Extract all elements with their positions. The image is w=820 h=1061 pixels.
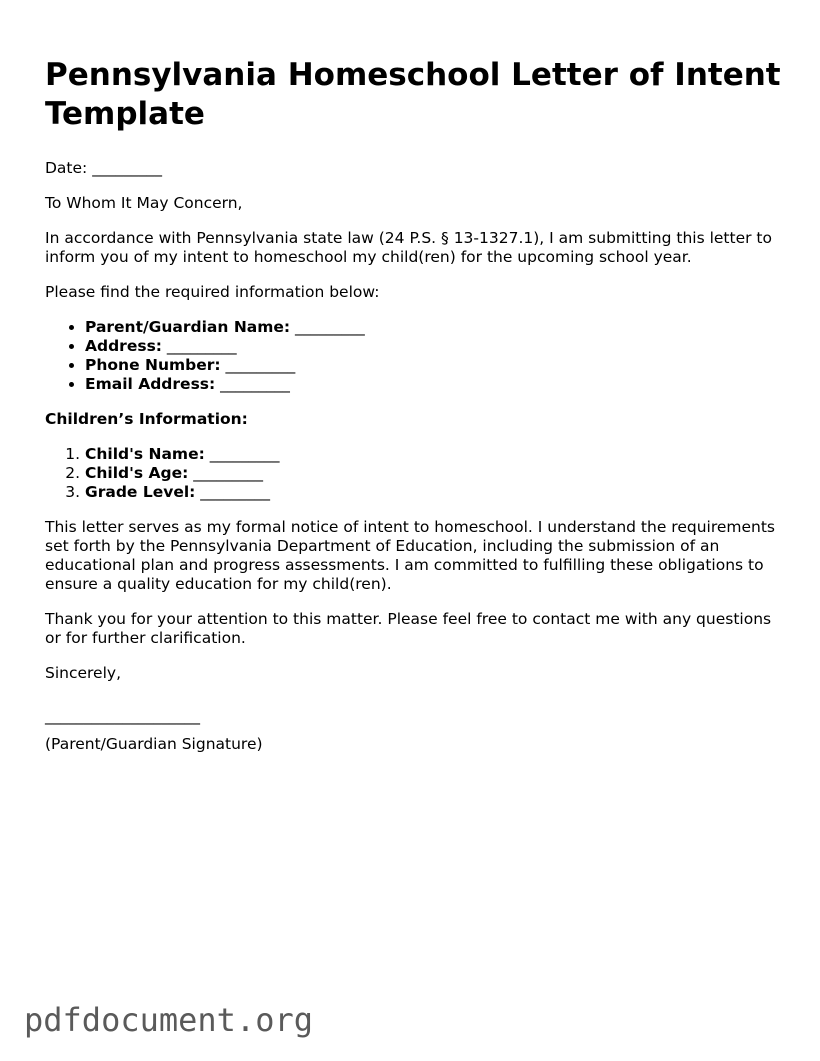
parent-info-list [45, 318, 785, 394]
field-blank: _________ [162, 337, 237, 355]
letter-page [45, 56, 785, 754]
intro-paragraph: In accordance with Pennsylvania state law (24 P.S. § 13-1327.1), I am submitting this letter to inform you of my intent to homeschool my child(ren) for the upcoming school year. [45, 229, 772, 266]
children-info-list [45, 445, 785, 502]
date-line: Date: _________ [45, 159, 162, 177]
notice-paragraph: This letter serves as my formal notice of intent to homeschool. I understand the requirements set forth by the Pennsylvania Department of Education, including the submission of an educational plan and progress assessments. I am committed to fulfilling these obligations to ensure a quality education for my child(ren). [45, 518, 776, 593]
list-item-phone [85, 356, 785, 375]
field-label: Phone Number: [85, 356, 221, 374]
signature-caption: (Parent/Guardian Signature) [45, 735, 263, 753]
field-label: Child's Name: [85, 445, 205, 463]
field-blank: _________ [290, 318, 365, 336]
list-item-child-age [85, 464, 785, 483]
salutation: To Whom It May Concern, [45, 194, 243, 212]
field-blank: _________ [215, 375, 290, 393]
field-blank: _________ [188, 464, 263, 482]
signature-line: ____________________ [45, 707, 200, 725]
info-intro: Please find the required information below: [45, 283, 380, 301]
list-item-child-name [85, 445, 785, 464]
list-item-parent-name [85, 318, 785, 337]
watermark: pdfdocument.org [24, 1001, 313, 1039]
list-item-address [85, 337, 785, 356]
list-item-email [85, 375, 785, 394]
field-blank: _________ [220, 356, 296, 374]
field-label: Email Address: [85, 375, 216, 393]
children-heading: Children’s Information: [45, 410, 248, 428]
field-blank: _________ [195, 483, 271, 501]
field-label: Parent/Guardian Name: [85, 318, 291, 336]
list-item-grade-level [85, 483, 785, 502]
thanks-paragraph: Thank you for your attention to this matter. Please feel free to contact me with any questions or for further clarification. [45, 610, 772, 647]
field-label: Child's Age: [85, 464, 189, 482]
closing: Sincerely, [45, 664, 122, 682]
document-title: Pennsylvania Homeschool Letter of Intent Template [45, 57, 781, 132]
field-blank: _________ [204, 445, 280, 463]
field-label: Address: [85, 337, 162, 355]
field-label: Grade Level: [85, 483, 196, 501]
